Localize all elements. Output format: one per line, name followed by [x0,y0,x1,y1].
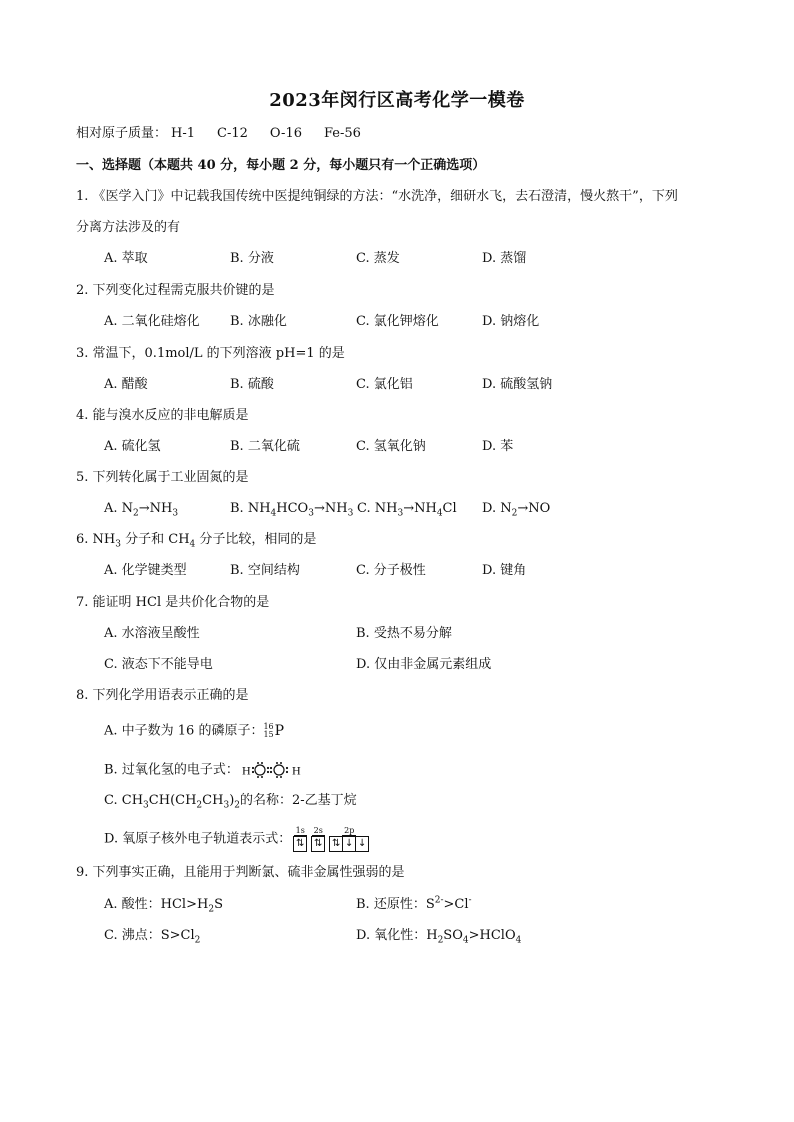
q9-d-text3: >HClO [468,928,516,943]
q9-c-text: C. 沸点：S>Cl [104,928,195,943]
q5-b-text3: →NH [313,501,348,516]
q8-c-sub: 3 [143,800,149,811]
q5-option-d[interactable] [482,500,550,518]
q6-stem-text2: 分子和 CH [120,532,190,547]
nuclide-mass-number: 16 [263,722,274,731]
q8-c-sub2: 2 [196,800,203,811]
q5-d-sub: 2 [511,508,518,519]
q3-option-a[interactable]: A. 醋酸 [104,377,148,392]
q5-a-text2: →NH [138,501,173,516]
ed-h-left: H [241,763,251,778]
q5-d-text: D. N [482,501,512,516]
q5-c-text2: →NH [403,501,437,516]
q4-option-b[interactable]: B. 二氧化硫 [230,439,300,454]
q6-stem-text3: 分子比较，相同的是 [195,532,317,547]
q9-b-sup: 2- [434,895,444,906]
q8-c-text4: ) [229,793,235,808]
q1-option-a[interactable]: A. 萃取 [104,251,148,266]
q3-stem: 3. 常温下，0.1mol/L 的下列溶液 pH=1 的是 [76,346,345,361]
q4-stem: 4. 能与溴水反应的非电解质是 [76,408,249,423]
q6-stem [76,531,316,549]
q5-b-sub2: 3 [308,508,314,519]
q7-option-a[interactable]: A. 水溶液呈酸性 [104,626,200,641]
atomic-mass-label: 相对原子质量： [76,126,168,141]
orbital-1s-box: ⇅ [293,836,307,852]
q2-option-b[interactable]: B. 冰融化 [230,314,287,329]
q9-b-text: B. 还原性：S [356,897,435,912]
ed-o-right [274,765,284,775]
q6-option-a[interactable]: A. 化学键类型 [104,563,187,578]
atomic-mass-o: O-16 [269,126,302,141]
q9-stem: 9. 下列事实正确，且能用于判断氯、硫非金属性强弱的是 [76,865,405,880]
ed-o-left [255,765,265,775]
q9-option-d[interactable] [356,927,521,945]
q3-option-c[interactable]: C. 氯化铝 [356,377,413,392]
q2-stem: 2. 下列变化过程需克服共价键的是 [76,283,275,298]
q9-a-text2: S [214,897,223,912]
q7-option-c[interactable]: C. 液态下不能导电 [104,657,213,672]
q1-option-c[interactable]: C. 蒸发 [356,251,400,266]
q1-option-b[interactable]: B. 分液 [230,251,274,266]
section-heading: 一、选择题（本题共 40 分，每小题 2 分，每小题只有一个正确选项） [76,158,486,173]
orbital-2p [329,826,369,852]
q7-option-d[interactable]: D. 仅由非金属元素组成 [356,657,492,672]
q5-b-sub3: 3 [347,508,354,519]
q5-option-a[interactable] [104,500,178,518]
q9-d-sub3: 4 [515,935,522,946]
orbital-1s-label: 1s [295,826,305,835]
q5-a-text: A. N [104,501,134,516]
phosphorus-nuclide [263,722,284,740]
ed-dots-2 [267,767,272,773]
q8-b-text: B. 过氧化氢的电子式： [104,762,239,778]
q1-option-d[interactable]: D. 蒸馏 [482,251,527,266]
q9-d-sub2: 4 [462,935,469,946]
q5-b-sub: 4 [270,508,277,519]
q6-option-b[interactable]: B. 空间结构 [230,563,300,578]
q9-a-sub: 2 [208,904,215,915]
q8-option-a[interactable] [104,722,284,741]
q5-c-text: C. NH [357,501,398,516]
q8-c-sub4: 2 [234,800,240,811]
q8-c-text: C. CH [104,793,144,808]
q5-c-text3: Cl [442,501,457,516]
q9-d-sub: 2 [437,935,444,946]
q7-option-b[interactable]: B. 受热不易分解 [356,626,452,641]
q1-stem-line1: 1. 《医学入门》中记载我国传统中医提纯铜绿的方法：“水洗净，细研水飞，去石澄清，慢火熬干”，下列 [76,189,678,204]
q6-stem-text: 6. NH [76,532,116,547]
q4-option-d[interactable]: D. 苯 [482,439,514,454]
q8-option-b[interactable] [104,760,307,780]
q2-option-c[interactable]: C. 氯化钾熔化 [356,314,439,329]
q4-option-a[interactable]: A. 硫化氢 [104,439,161,454]
ed-dots-1 [252,767,254,773]
q9-d-text: D. 氧化性：H [356,928,438,943]
ed-dots-3 [286,767,288,773]
orbital-2p-box-1: ⇅ [329,836,343,852]
q9-option-a[interactable] [104,896,223,914]
q9-d-text2: SO [443,928,463,943]
nuclide-atomic-number: 15 [263,730,274,739]
q5-c-sub2: 4 [436,508,443,519]
q8-stem: 8. 下列化学用语表示正确的是 [76,688,249,703]
orbital-2p-label: 2p [344,826,355,835]
atomic-mass-h: H-1 [171,126,196,141]
page-title: 2023年闵行区高考化学一模卷 [269,90,525,111]
q8-option-c[interactable] [104,792,357,810]
q9-b-text2: >Cl [443,897,469,912]
q2-option-d[interactable]: D. 钠熔化 [482,314,540,329]
ed-h-right: H [291,763,301,778]
atomic-mass-fe: Fe-56 [324,126,361,141]
q6-option-d[interactable]: D. 键角 [482,563,527,578]
orbital-2s-label: 2s [313,826,323,835]
q1-stem-line2: 分离方法涉及的有 [76,220,181,235]
orbital-1s [293,826,307,852]
q6-option-c[interactable]: C. 分子极性 [356,563,426,578]
q8-d-text: D. 氧原子核外电子轨道表示式： [104,831,292,847]
q4-option-c[interactable]: C. 氢氧化钠 [356,439,426,454]
orbital-2p-box-3: ↓ [355,836,369,852]
q9-option-c[interactable] [104,927,200,945]
atomic-mass-line [76,125,383,143]
q8-option-d[interactable] [104,826,373,852]
q5-d-text2: →NO [517,501,551,516]
atomic-mass-c: C-12 [217,126,248,141]
q5-b-text2: HCO [276,501,309,516]
q5-option-c[interactable] [357,500,457,518]
q5-b-text: B. NH [230,501,271,516]
q9-c-sub: 2 [194,935,201,946]
hydrogen-peroxide-electron-formula [241,760,307,780]
q9-option-b[interactable] [356,896,472,914]
q6-stem-sub: 3 [115,539,121,550]
q3-option-d[interactable]: D. 硫酸氢钠 [482,377,553,392]
q8-c-text5: 的名称：2-乙基丁烷 [240,793,357,808]
q8-c-text3: CH [202,793,224,808]
q7-stem: 7. 能证明 HCl 是共价化合物的是 [76,595,270,610]
q5-a-sub2: 3 [172,508,179,519]
q2-option-a[interactable]: A. 二氧化硅熔化 [104,314,200,329]
q8-c-sub3: 3 [223,800,230,811]
q3-option-b[interactable]: B. 硫酸 [230,377,274,392]
orbital-2p-box-2: ↓ [342,836,356,852]
oxygen-orbital-diagram [293,826,373,852]
q5-c-sub: 3 [397,508,404,519]
q8-c-text2: CH(CH [148,793,197,808]
nuclide-symbol: P [274,723,285,739]
q9-a-text: A. 酸性：HCl>H [104,897,209,912]
q5-stem: 5. 下列转化属于工业固氮的是 [76,470,249,485]
q9-b-sup2: - [468,895,472,906]
q8-a-text: A. 中子数为 16 的磷原子： [104,723,264,739]
q6-stem-sub2: 4 [189,539,196,550]
q5-a-sub: 2 [133,508,139,519]
orbital-2s-box: ⇅ [311,836,325,852]
q5-option-b[interactable] [230,500,353,518]
orbital-2s [311,826,325,852]
